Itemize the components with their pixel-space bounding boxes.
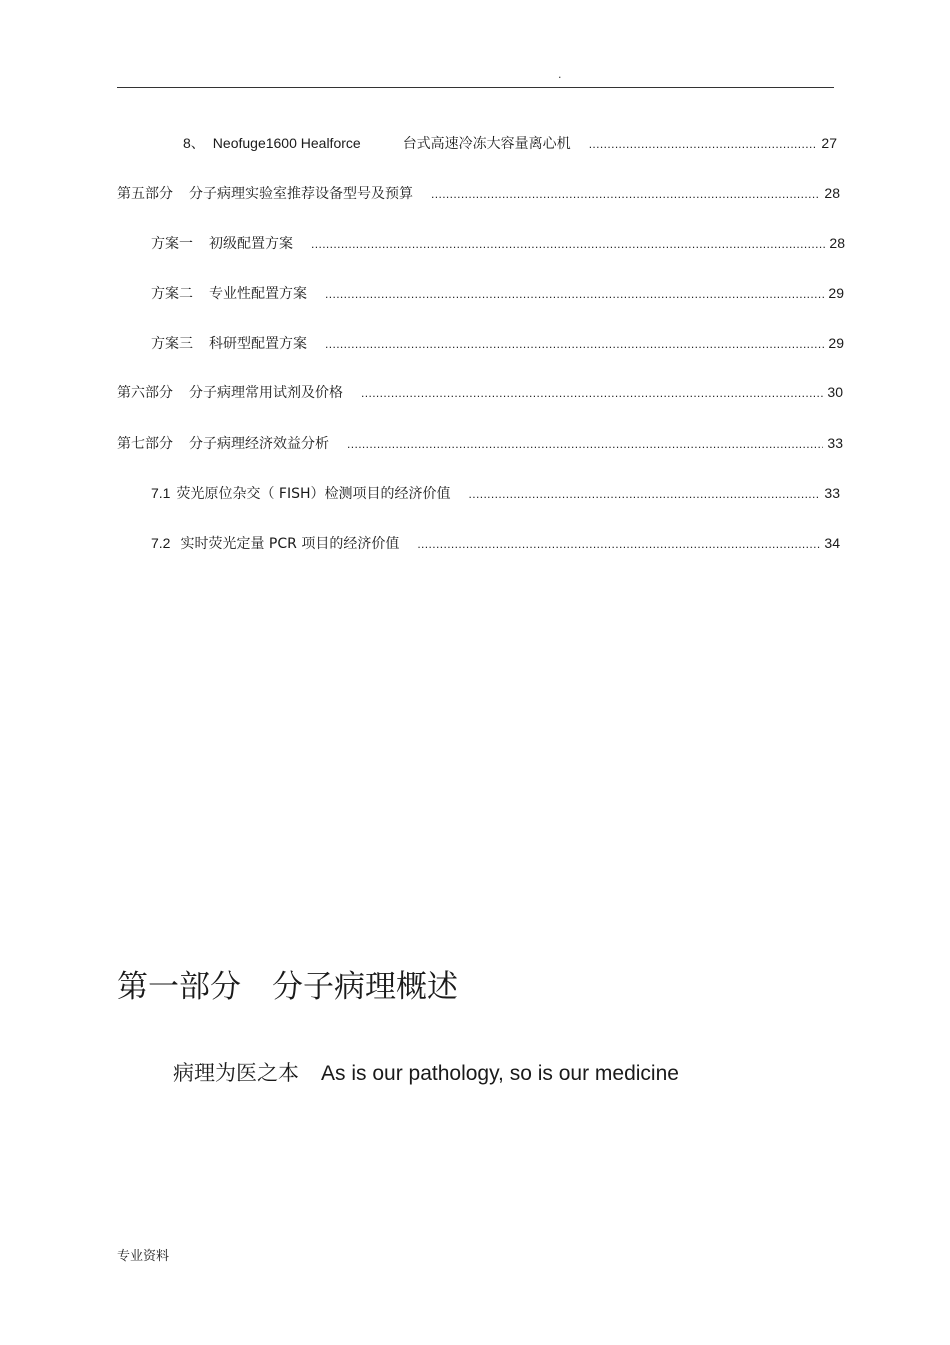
toc-entry-title: 分子病理常用试剂及价格: [189, 385, 343, 401]
page-footer: 专业资料: [117, 1249, 170, 1264]
toc-entry[interactable]: [117, 433, 843, 454]
toc-dot-leader: [469, 484, 821, 504]
toc-dot-leader: [431, 184, 820, 204]
toc-page-number: 28: [824, 185, 840, 201]
epigraph-english: As is our pathology, so is our medicine: [321, 1062, 679, 1085]
epigraph: [173, 1057, 679, 1090]
toc-entry[interactable]: [183, 133, 837, 154]
toc-entry-number: 方案三: [151, 335, 193, 351]
toc-page-number: 27: [821, 135, 837, 151]
toc-dot-leader: [347, 434, 823, 454]
toc-entry[interactable]: [151, 283, 844, 304]
toc-dot-leader: [311, 234, 825, 254]
toc-entry-number: 7.2: [151, 535, 171, 551]
toc-page-number: 34: [824, 535, 840, 551]
toc-page-number: 29: [828, 335, 844, 351]
toc-entry-number: 方案一: [151, 235, 193, 251]
toc-entry-title: 初级配置方案: [209, 236, 293, 252]
toc-entry-title: 荧光原位杂交（ FISH）检测项目的经济价值: [176, 486, 451, 502]
toc-entry-number: 方案二: [151, 285, 193, 301]
toc-entry[interactable]: [117, 183, 840, 204]
toc-dot-leader: [417, 534, 820, 554]
toc-entry-title: 实时荧光定量 PCR 项目的经济价值: [180, 536, 400, 552]
toc-page-number: 33: [827, 435, 843, 451]
toc-entry[interactable]: [117, 382, 843, 403]
toc-dot-leader: [325, 334, 824, 354]
toc-entry[interactable]: [151, 233, 845, 254]
toc-page-number: 28: [829, 235, 845, 251]
header-rule: [117, 87, 834, 88]
toc-entry-title: 分子病理实验室推荐设备型号及预算: [189, 186, 413, 202]
toc-page-number: 30: [827, 384, 843, 400]
toc-entry-number: 第六部分: [117, 384, 173, 400]
header-mark: .: [558, 68, 562, 81]
toc-entry-title: 科研型配置方案: [209, 336, 307, 352]
section-heading: 第一部分 分子病理概述: [117, 969, 458, 1005]
toc-entry-title: Neofuge1600 Healforce: [212, 135, 361, 151]
toc-dot-leader: [361, 383, 823, 403]
toc-entry[interactable]: [151, 333, 844, 354]
toc-entry[interactable]: [151, 533, 840, 554]
toc-dot-leader: [589, 134, 818, 154]
toc-entry-number: 第七部分: [117, 435, 173, 451]
toc-dot-leader: [325, 284, 824, 304]
toc-entry-subtitle: 台式高速冷冻大容量离心机: [402, 136, 571, 152]
toc-page-number: 33: [824, 485, 840, 501]
toc-entry-title: 专业性配置方案: [209, 286, 307, 302]
epigraph-chinese: 病理为医之本: [173, 1061, 299, 1085]
toc-entry-number: 第五部分: [117, 185, 173, 201]
toc-entry[interactable]: [151, 483, 840, 504]
toc-entry-title: 分子病理经济效益分析: [189, 436, 329, 452]
toc-entry-number: 7.1: [151, 485, 171, 501]
toc-entry-number: 8、: [183, 135, 205, 151]
toc-page-number: 29: [828, 285, 844, 301]
